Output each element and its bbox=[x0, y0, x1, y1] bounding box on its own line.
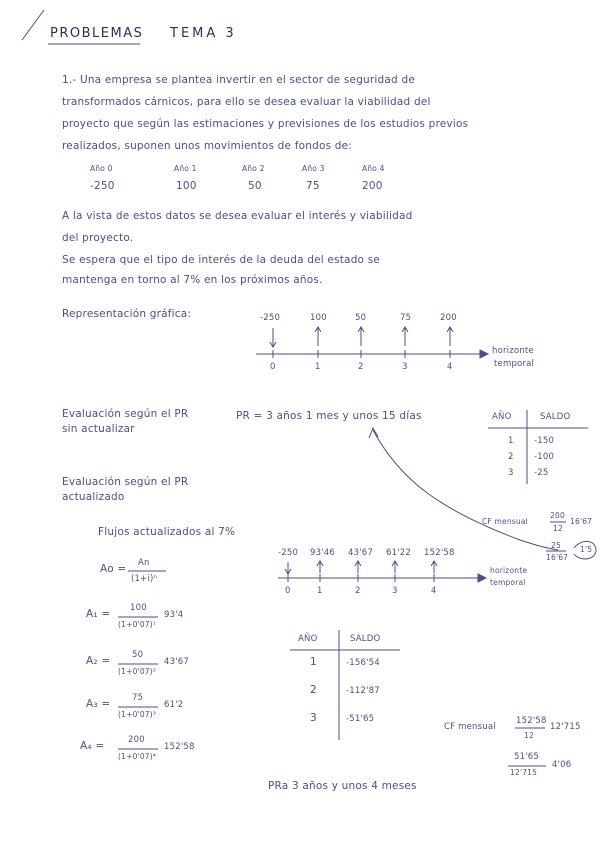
table1-row-2-balance: -100 bbox=[534, 452, 555, 462]
paragraph-1-line-1: A la vista de estos datos se desea evaluar el interés y viabilidad bbox=[62, 210, 413, 222]
cashflow-value-3: 75 bbox=[306, 180, 320, 192]
eval1-monthly-den: 12 bbox=[553, 524, 563, 533]
cashflow-value-1: 100 bbox=[176, 180, 197, 192]
eval1-ratio-den: 16'67 bbox=[546, 553, 569, 562]
cashflow-year-0: Año 0 bbox=[90, 164, 113, 173]
cashflow-value-4: 200 bbox=[362, 180, 383, 192]
graph1-value-0: -250 bbox=[260, 313, 281, 323]
table1-row-3-year: 3 bbox=[508, 468, 514, 478]
eval1-ratio-result: 1'5 bbox=[580, 545, 593, 554]
paragraph-2-line-1: Se espera que el tipo de interés de la deuda del estado se bbox=[62, 254, 381, 266]
eval2-label-1: Evaluación según el PR bbox=[62, 476, 189, 488]
page-title: PROBLEMAS bbox=[50, 26, 144, 41]
formula-lhs: Ao = bbox=[100, 563, 127, 575]
problem-line-1: 1.- Una empresa se plantea invertir en el sector de seguridad de bbox=[62, 74, 415, 86]
item-1-result: 93'4 bbox=[164, 610, 184, 620]
table2-row-1-year: 1 bbox=[310, 656, 317, 668]
eval1-label-2: sin actualizar bbox=[62, 423, 135, 435]
graph1-value-1: 100 bbox=[310, 313, 327, 323]
table2-row-1-balance: -156'54 bbox=[346, 658, 380, 668]
problem-line-3: proyecto que según las estimaciones y previsiones de los estudios previos bbox=[62, 118, 469, 130]
eval2-ratio-result: 4'06 bbox=[552, 760, 572, 770]
table1-row-3-balance: -25 bbox=[534, 468, 549, 478]
table2-row-2-balance: -112'87 bbox=[346, 686, 380, 696]
graph1-label: Representación gráfica: bbox=[62, 308, 192, 320]
graph2-axis-label-2: temporal bbox=[490, 578, 526, 587]
eval2-monthly-result: 12'715 bbox=[550, 722, 581, 732]
eval2-monthly-den: 12 bbox=[524, 731, 534, 740]
item-2-num: 50 bbox=[132, 650, 144, 660]
table2-header-balance: SALDO bbox=[350, 634, 381, 644]
eval1-ratio-num: 25 bbox=[551, 541, 561, 550]
item-1-lhs: A₁ = bbox=[86, 608, 111, 620]
eval1-monthly-result: 16'67 bbox=[570, 517, 593, 526]
graph2-value-3: 61'22 bbox=[386, 548, 411, 558]
cashflow-value-2: 50 bbox=[248, 180, 262, 192]
pointer-curve bbox=[373, 430, 558, 550]
table2-row-3-year: 3 bbox=[310, 712, 317, 724]
formula-num: An bbox=[138, 558, 150, 568]
table1-header-year: AÑO bbox=[492, 412, 512, 422]
table2-header-year: AÑO bbox=[298, 634, 318, 644]
eval2-result: PRa 3 años y unos 4 meses bbox=[268, 780, 417, 792]
item-3-den: (1+0'07)³ bbox=[118, 710, 157, 719]
eval2-monthly-num: 152'58 bbox=[516, 716, 547, 726]
paragraph-2-line-2: mantenga en torno al 7% en los próximos años. bbox=[62, 274, 323, 286]
item-3-num: 75 bbox=[132, 693, 144, 703]
cashflow-year-4: Año 4 bbox=[362, 164, 385, 173]
graph1-axis-label-1: horizonte bbox=[492, 346, 534, 356]
graph2-tick-1: 1 bbox=[317, 586, 323, 596]
graph1-tick-0: 0 bbox=[270, 362, 276, 372]
table2-row-3-balance: -51'65 bbox=[346, 714, 375, 724]
graph1-value-4: 200 bbox=[440, 313, 457, 323]
eval1-monthly-label: CF mensual bbox=[482, 517, 528, 526]
problem-line-4: realizados, suponen unos movimientos de fondos de: bbox=[62, 140, 353, 152]
graph2-tick-0: 0 bbox=[285, 586, 291, 596]
item-3-lhs: A₃ = bbox=[86, 698, 111, 710]
formula-den: (1+i)ⁿ bbox=[131, 574, 158, 584]
item-1-den: (1+0'07)¹ bbox=[118, 620, 157, 629]
graph1-tick-1: 1 bbox=[315, 362, 321, 372]
graph1-tick-4: 4 bbox=[447, 362, 453, 372]
table1-header-balance: SALDO bbox=[540, 412, 571, 422]
eval1-label-1: Evaluación según el PR bbox=[62, 408, 189, 420]
graph1-axis-arrow bbox=[480, 350, 488, 358]
graph2-value-0: -250 bbox=[278, 548, 299, 558]
item-4-lhs: A₄ = bbox=[80, 740, 105, 752]
graph1-value-3: 75 bbox=[400, 313, 412, 323]
table1-row-1-balance: -150 bbox=[534, 436, 555, 446]
margin-stroke bbox=[22, 10, 44, 40]
eval2-label-2: actualizado bbox=[62, 491, 125, 503]
eval2-ratio-den: 12'715 bbox=[510, 768, 538, 777]
cashflow-year-1: Año 1 bbox=[174, 164, 197, 173]
graph1-tick-2: 2 bbox=[358, 362, 364, 372]
graph2-tick-3: 3 bbox=[392, 586, 398, 596]
page-subtitle: TEMA 3 bbox=[170, 26, 237, 41]
item-1-num: 100 bbox=[130, 603, 147, 613]
problem-line-2: transformados cárnicos, para ello se desea evaluar la viabilidad del bbox=[62, 96, 431, 108]
cashflow-year-2: Año 2 bbox=[242, 164, 265, 173]
table2-row-2-year: 2 bbox=[310, 684, 317, 696]
eval2-flows-label: Flujos actualizados al 7% bbox=[98, 526, 236, 538]
table1-row-2-year: 2 bbox=[508, 452, 514, 462]
graph2-tick-2: 2 bbox=[355, 586, 361, 596]
cashflow-year-3: Año 3 bbox=[302, 164, 325, 173]
item-2-den: (1+0'07)² bbox=[118, 667, 157, 676]
graph2-value-1: 93'46 bbox=[310, 548, 335, 558]
graph2-tick-4: 4 bbox=[431, 586, 437, 596]
eval1-monthly-num: 200 bbox=[550, 511, 565, 520]
paragraph-1-line-2: del proyecto. bbox=[62, 232, 134, 244]
graph1-tick-3: 3 bbox=[402, 362, 408, 372]
eval2-ratio-num: 51'65 bbox=[514, 752, 539, 762]
graph2-value-4: 152'58 bbox=[424, 548, 455, 558]
graph1-axis-label-2: temporal bbox=[494, 359, 535, 369]
item-4-num: 200 bbox=[128, 735, 145, 745]
item-4-result: 152'58 bbox=[164, 742, 195, 752]
table1-row-1-year: 1 bbox=[508, 436, 514, 446]
eval2-monthly-label: CF mensual bbox=[444, 722, 496, 732]
item-3-result: 61'2 bbox=[164, 700, 184, 710]
eval1-result: PR = 3 años 1 mes y unos 15 días bbox=[236, 410, 422, 422]
item-2-result: 43'67 bbox=[164, 657, 189, 667]
graph2-value-2: 43'67 bbox=[348, 548, 373, 558]
item-2-lhs: A₂ = bbox=[86, 655, 111, 667]
item-4-den: (1+0'07)⁴ bbox=[118, 752, 157, 761]
graph2-axis-label-1: horizonte bbox=[490, 566, 528, 575]
cashflow-value-0: -250 bbox=[90, 180, 115, 192]
graph1-value-2: 50 bbox=[355, 313, 367, 323]
